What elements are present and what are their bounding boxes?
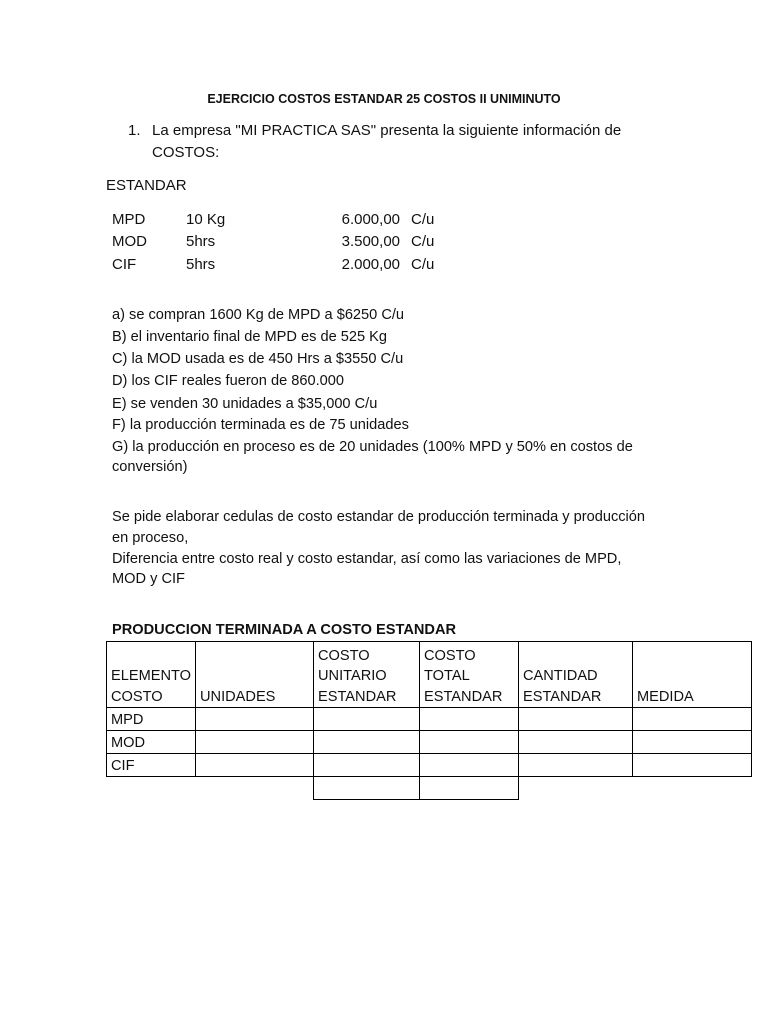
fact-f: F) la producción terminada es de 75 unidades (112, 417, 409, 433)
fact-g-continued: conversión) (112, 459, 188, 475)
standard-element: MPD (112, 211, 146, 228)
fact-b: B) el inventario final de MPD es de 525 Kg (112, 329, 388, 345)
row-label: MOD (107, 731, 196, 754)
standard-unit: C/u (411, 233, 435, 250)
standard-element: CIF (112, 256, 137, 273)
table-cell (196, 731, 314, 754)
table-cell (420, 754, 519, 777)
requirement-line-3: Diferencia entre costo real y costo estandar, así como las variaciones de MPD, (112, 551, 622, 567)
standard-quantity: 5hrs (186, 256, 216, 273)
standard-cost: 2.000,00 (341, 256, 400, 273)
fact-d: D) los CIF reales fueron de 860.000 (112, 373, 345, 389)
fact-e: E) se venden 30 unidades a $35,000 C/u (112, 396, 378, 412)
header-costo-total: COSTO TOTAL ESTANDAR (420, 642, 519, 708)
table-cell (519, 731, 633, 754)
table-cell (420, 731, 519, 754)
header-costo-unitario: COSTO UNITARIO ESTANDAR (314, 642, 420, 708)
table-cell (314, 731, 420, 754)
total-cost-cell (420, 777, 519, 800)
table-header-row (107, 642, 752, 708)
table-cell (420, 708, 519, 731)
standard-quantity: 10 Kg (186, 211, 226, 228)
table-cell (314, 754, 420, 777)
table-cell (196, 708, 314, 731)
standard-heading: ESTANDAR (106, 177, 187, 194)
standard-quantity: 5hrs (186, 233, 216, 250)
cost-table (106, 641, 752, 800)
header-elemento-costo: ELEMENTO COSTO (107, 642, 196, 708)
table-cell (314, 708, 420, 731)
fact-a: a) se compran 1600 Kg de MPD a $6250 C/u (112, 307, 405, 323)
table-total-row (107, 777, 752, 800)
table-cell (196, 754, 314, 777)
table-cell (633, 731, 752, 754)
intro-line-1: La empresa "MI PRACTICA SAS" presenta la siguiente información de (152, 122, 622, 139)
total-unit-cost-cell (314, 777, 420, 800)
requirement-line-2: en proceso, (112, 530, 189, 546)
table-cell (633, 754, 752, 777)
header-medida: MEDIDA (633, 642, 752, 708)
standard-cost: 6.000,00 (341, 211, 400, 228)
document-title: EJERCICIO COSTOS ESTANDAR 25 COSTOS II UNIMINUTO (207, 92, 561, 106)
fact-g: G) la producción en proceso es de 20 unidades (100% MPD y 50% en costos de (112, 439, 633, 455)
intro-line-2: COSTOS: (152, 144, 220, 161)
table-row (107, 754, 752, 777)
standard-cost: 3.500,00 (341, 233, 400, 250)
fact-c: C) la MOD usada es de 450 Hrs a $3550 C/u (112, 351, 404, 367)
requirement-line-4: MOD y CIF (112, 571, 185, 587)
table-cell (519, 754, 633, 777)
table-cell (519, 708, 633, 731)
standard-unit: C/u (411, 256, 435, 273)
standard-row-mpd (0, 211, 768, 233)
row-label: CIF (107, 754, 196, 777)
list-number: 1. (128, 122, 141, 139)
standard-element: MOD (112, 233, 147, 250)
table-row (107, 708, 752, 731)
standard-unit: C/u (411, 211, 435, 228)
standard-row-mod (0, 233, 768, 255)
standard-row-cif (0, 256, 768, 278)
table-heading: PRODUCCION TERMINADA A COSTO ESTANDAR (112, 622, 457, 638)
header-unidades: UNIDADES (196, 642, 314, 708)
requirement-line-1: Se pide elaborar cedulas de costo estandar de producción terminada y producción (112, 509, 646, 525)
header-cantidad-estandar: CANTIDAD ESTANDAR (519, 642, 633, 708)
row-label: MPD (107, 708, 196, 731)
table-row (107, 731, 752, 754)
table-cell (633, 708, 752, 731)
